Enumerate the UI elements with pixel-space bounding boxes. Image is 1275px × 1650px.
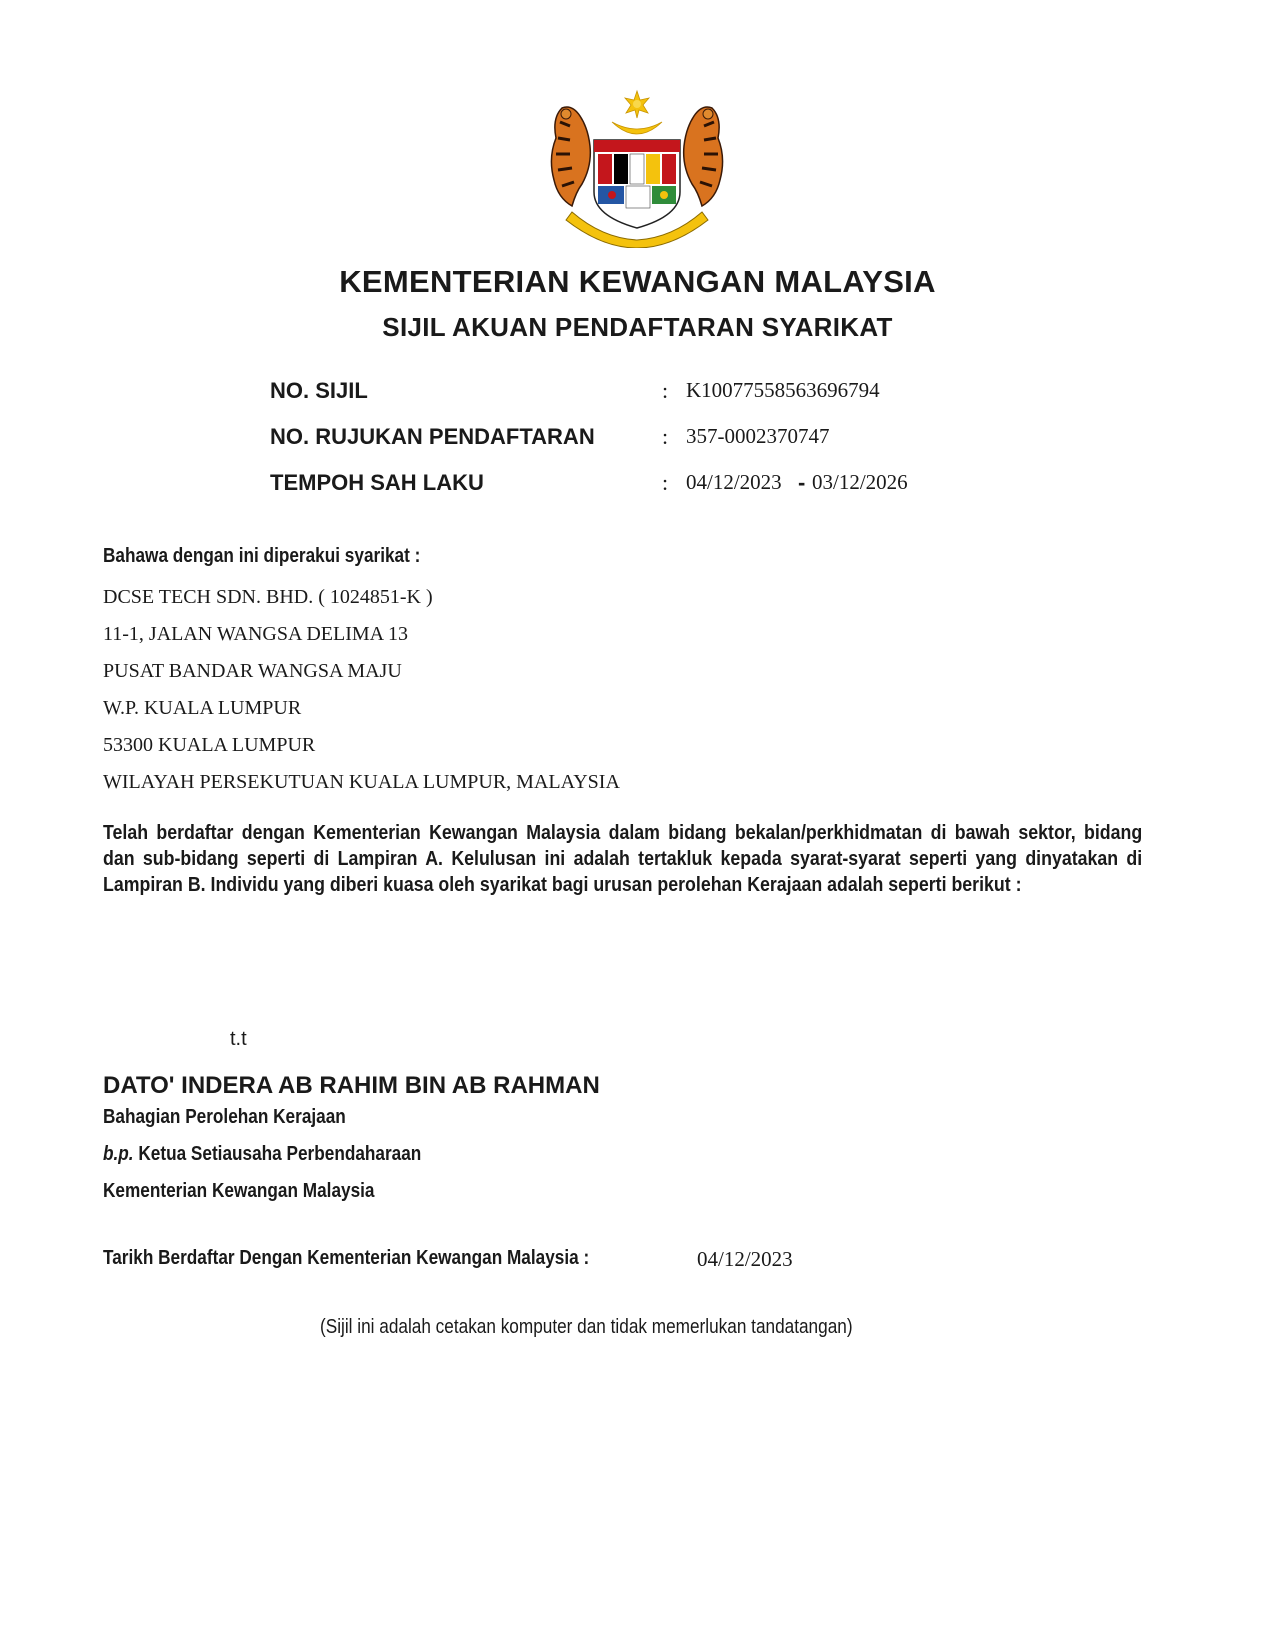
detail-value: 357-0002370747 <box>686 424 830 448</box>
on-behalf-title: Ketua Setiausaha Perbendaharaan <box>138 1143 422 1165</box>
range-dash: - <box>798 470 806 495</box>
detail-row-validity <box>270 470 1030 500</box>
company-address-line: PUSAT BANDAR WANGSA MAJU <box>103 660 402 682</box>
company-address-line: W.P. KUALA LUMPUR <box>103 697 302 719</box>
detail-value: K10077558563696794 <box>686 378 880 402</box>
detail-row-certificate-no <box>270 378 1030 408</box>
detail-colon: : <box>662 470 669 495</box>
preamble-text: Bahawa dengan ini diperakui syarikat : <box>103 545 421 567</box>
signature-tt: t.t <box>230 1028 247 1050</box>
detail-label: NO. SIJIL <box>270 378 368 403</box>
signatory-ministry: Kementerian Kewangan Malaysia <box>103 1180 375 1202</box>
registration-date-value: 04/12/2023 <box>697 1247 793 1271</box>
signatory-on-behalf <box>103 1143 421 1166</box>
document-title: SIJIL AKUAN PENDAFTARAN SYARIKAT <box>382 312 893 342</box>
statement-line: dan sub-bidang seperti di Lampiran A. Kelulusan ini adalah tertakluk kepada syarat-syarat seperti yang dinyatakan di <box>103 847 1143 870</box>
company-address-line: WILAYAH PERSEKUTUAN KUALA LUMPUR, MALAYSIA <box>103 771 620 793</box>
signatory-name: DATO' INDERA AB RAHIM BIN AB RAHMAN <box>103 1072 600 1099</box>
detail-colon: : <box>662 424 669 449</box>
registration-date-label: Tarikh Berdaftar Dengan Kementerian Kewangan Malaysia : <box>103 1247 590 1269</box>
company-name: DCSE TECH SDN. BHD. ( 1024851-K ) <box>103 586 433 608</box>
detail-label: NO. RUJUKAN PENDAFTARAN <box>270 424 595 449</box>
detail-row-registration-ref <box>270 424 1030 454</box>
coat-of-arms-icon <box>532 88 742 248</box>
company-address-line: 11-1, JALAN WANGSA DELIMA 13 <box>103 623 408 645</box>
bp-prefix: b.p. <box>103 1143 134 1165</box>
ministry-title: KEMENTERIAN KEWANGAN MALAYSIA <box>339 264 936 299</box>
statement-line: Telah berdaftar dengan Kementerian Kewangan Malaysia dalam bidang bekalan/perkhidmatan di bawah sektor, bidang <box>103 821 1143 844</box>
company-address-line: 53300 KUALA LUMPUR <box>103 734 316 756</box>
detail-label: TEMPOH SAH LAKU <box>270 470 484 495</box>
signatory-division: Bahagian Perolehan Kerajaan <box>103 1106 346 1128</box>
validity-end: 03/12/2026 <box>812 470 908 494</box>
statement-paragraph <box>103 820 1142 898</box>
computer-print-note: (Sijil ini adalah cetakan komputer dan tidak memerlukan tandatangan) <box>320 1316 853 1338</box>
detail-colon: : <box>662 378 669 403</box>
statement-line: Lampiran B. Individu yang diberi kuasa oleh syarikat bagi urusan perolehan Kerajaan adalah seperti berikut : <box>103 873 1022 896</box>
validity-start: 04/12/2023 <box>686 470 782 494</box>
